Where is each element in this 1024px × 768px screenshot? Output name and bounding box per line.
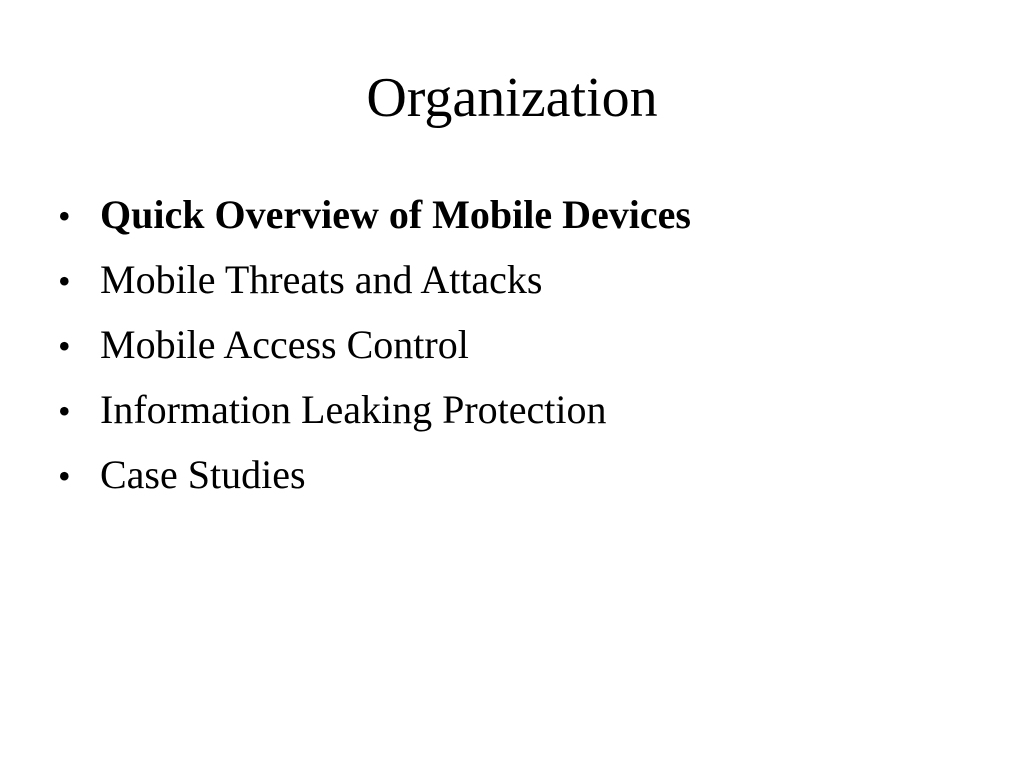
bullet-text: Mobile Threats and Attacks: [100, 257, 543, 302]
bullet-icon: •: [58, 261, 71, 301]
bullet-icon: •: [58, 456, 71, 496]
slide-title: Organization: [366, 67, 658, 129]
bullet-text: Case Studies: [100, 452, 306, 497]
bullet-icon: •: [58, 391, 71, 431]
bullet-text: Information Leaking Protection: [100, 387, 607, 432]
bullet-item-threats-attacks: [58, 247, 958, 312]
bullet-item-information-leaking: [58, 377, 958, 442]
bullet-icon: •: [58, 196, 71, 236]
bullet-item-quick-overview: [58, 182, 958, 247]
bullet-icon: •: [58, 326, 71, 366]
bullet-list: [58, 182, 958, 507]
bullet-item-case-studies: [58, 442, 958, 507]
bullet-item-access-control: [58, 312, 958, 377]
bullet-text: Mobile Access Control: [100, 322, 469, 367]
bullet-text: Quick Overview of Mobile Devices: [100, 192, 691, 237]
